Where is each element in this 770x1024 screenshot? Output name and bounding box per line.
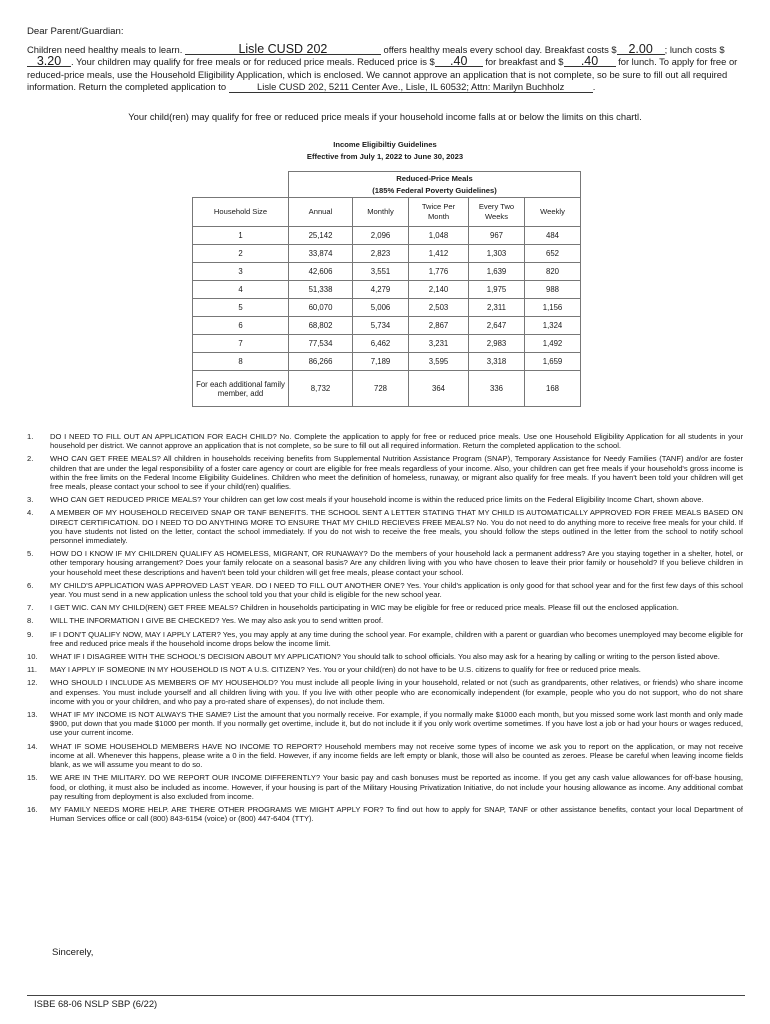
faq-number: 6. — [27, 580, 34, 590]
income-cell: 2,311 — [469, 299, 525, 317]
income-cell: 1,639 — [469, 263, 525, 281]
household-size-cell: 3 — [193, 263, 289, 281]
income-cell: 1,303 — [469, 245, 525, 263]
intro-text: Children need healthy meals to learn. — [27, 44, 183, 55]
faq-number: 14. — [27, 741, 38, 751]
faq-number: 2. — [27, 454, 34, 464]
income-cell: 652 — [525, 245, 581, 263]
faq-item — [27, 432, 743, 450]
income-cell: 2,823 — [353, 245, 409, 263]
intro-text: . Your children may qualify for free meals or for reduced price meals. Reduced price is $ — [71, 56, 435, 68]
income-cell: 988 — [525, 281, 581, 299]
income-cell: 77,534 — [289, 335, 353, 353]
district-name-field: Lisle CUSD 202 — [185, 44, 381, 55]
income-cell: 2,140 — [409, 281, 469, 299]
income-cell: 484 — [525, 227, 581, 245]
faq-number: 4. — [27, 508, 34, 518]
faq-number: 15. — [27, 773, 38, 783]
faq-item — [27, 603, 743, 612]
faq-number: 16. — [27, 804, 38, 814]
intro-text: for breakfast and $ — [485, 56, 564, 68]
income-cell: 5,734 — [353, 317, 409, 335]
income-cell: 4,279 — [353, 281, 409, 299]
faq-number: 10. — [27, 652, 38, 662]
income-cell: 1,659 — [525, 353, 581, 371]
group-header — [289, 172, 581, 198]
table-row — [193, 371, 581, 407]
household-size-cell: 2 — [193, 245, 289, 263]
income-cell: 2,983 — [469, 335, 525, 353]
household-size-cell: For each additional family member, add — [193, 371, 289, 407]
faq-number: 9. — [27, 629, 34, 639]
faq-text: HOW DO I KNOW IF MY CHILDREN QUALIFY AS HOMELESS, MIGRANT, OR RUNAWAY? Do the members of your household lack a permanent address? Are you staying together in a shelter, hotel, or other temporary housing arrangement? Does your family relocate on a seasonal basis? Are any children living with you who have chosen to leave their prior family or household? If you believe children in your household meet these descriptions and haven't been told your children will get free meals, please contact your school. — [50, 549, 743, 577]
column-header: Annual — [289, 198, 353, 227]
income-cell: 1,975 — [469, 281, 525, 299]
faq-number: 3. — [27, 495, 34, 505]
faq-number: 1. — [27, 432, 34, 441]
income-cell: 3,595 — [409, 353, 469, 371]
faq-text: WHO CAN GET FREE MEALS? All children in households receiving benefits from Supplemental Nutrition Assistance Program (SNAP), Temporary Assistance for Needy Families (TANF) and/or are foster children that are under the legal responsibility of a foster care agency or court are eligible for free meals regardless of your income. Also, your children can get free meals if your household's gross income is within the free limits on the Federal Income Eligibility Guidelines. Children who meet the definition of homeless, runaway, or migrant also qualify for free meals. If you haven't been told your children will get free meals, please contact your school to see if your child(ren) qualifies. — [50, 454, 743, 492]
faq-number: 7. — [27, 603, 34, 613]
return-address-field: Lisle CUSD 202, 5211 Center Ave., Lisle, IL 60532; Attn: Marilyn Buchholz — [229, 82, 593, 93]
column-header: Monthly — [353, 198, 409, 227]
income-cell: 820 — [525, 263, 581, 281]
column-header: Twice Per Month — [409, 198, 469, 227]
income-cell: 1,324 — [525, 317, 581, 335]
table-corner — [193, 172, 289, 198]
intro-text: . — [592, 81, 596, 93]
faq-item — [27, 742, 743, 770]
faq-text: MY CHILD'S APPLICATION WAS APPROVED LAST YEAR. DO I NEED TO FILL OUT ANOTHER ONE? Yes. Your child's application is only good for that school year and for the first few days of this school year. You must send in a new application unless the school told you that your child is eligible for the new school year. — [50, 580, 743, 600]
closing: Sincerely, — [52, 947, 94, 958]
salutation: Dear Parent/Guardian: — [27, 26, 124, 37]
faq-number: 8. — [27, 616, 34, 626]
income-cell: 336 — [469, 371, 525, 407]
faq-item — [27, 710, 743, 738]
faq-item — [27, 616, 743, 625]
income-cell: 8,732 — [289, 371, 353, 407]
income-cell: 86,266 — [289, 353, 353, 371]
group-header-title: Reduced-Price Meals — [396, 173, 473, 183]
income-cell: 51,338 — [289, 281, 353, 299]
faq-item — [27, 630, 743, 648]
income-cell: 364 — [409, 371, 469, 407]
faq-number: 11. — [27, 665, 37, 675]
income-cell: 5,006 — [353, 299, 409, 317]
table-row — [193, 317, 581, 335]
qualify-line: Your child(ren) may qualify for free or reduced price meals if your household income falls at or below the limits on this chartl. — [128, 111, 642, 122]
income-cell: 3,551 — [353, 263, 409, 281]
faq-item — [27, 581, 743, 599]
household-size-cell: 8 — [193, 353, 289, 371]
faq-number: 5. — [27, 549, 34, 559]
column-header: Every Two Weeks — [469, 198, 525, 227]
faq-text: WE ARE IN THE MILITARY. DO WE REPORT OUR INCOME DIFFERENTLY? Your basic pay and cash bonuses must be reported as income. If you get any cash value allowances for off-base housing, food, or clothing, it must also be included as income. However, if your housing is part of the Military Housing Privatization Initiative, do not include your housing allowance as income. Any additional combat pay resulting from deployment is also excluded from income. — [50, 773, 743, 801]
faq-number: 13. — [27, 710, 38, 720]
faq-text: A MEMBER OF MY HOUSEHOLD RECEIVED SNAP OR TANF BENEFITS. THE SCHOOL SENT A LETTER STATING THAT MY CHILD IS AUTOMATICALLY APPROVED FOR FREE MEALS BASED ON DIRECT CERTIFICATION. DO I NEED TO DO ANYTHING MORE TO ENSURE THAT MY CHILD RECIEVES FREE MEALS? No. You do not need to do anything more to receive free meals for your child. If you have students not listed on the letter, contact the school immediately. If you do not wish to receive the free meals, you should follow the steps outlined in the letter from the school to notify school personnel immediately. — [50, 508, 743, 546]
household-size-cell: 7 — [193, 335, 289, 353]
faq-text: I GET WIC. CAN MY CHILD(REN) GET FREE MEALS? Children in households participating in WIC may be eligible for free or reduced price meals. Please fill out the enclosed application. — [50, 603, 679, 613]
reduced-breakfast-field: .40 — [435, 56, 483, 67]
income-cell: 7,189 — [353, 353, 409, 371]
table-body — [193, 227, 581, 407]
table-row — [193, 245, 581, 263]
column-header-row — [193, 198, 581, 227]
faq-text: WILL THE INFORMATION I GIVE BE CHECKED? Yes. We may also ask you to send written proof. — [50, 616, 384, 626]
intro-paragraph — [27, 44, 745, 94]
faq-text: WHO SHOULD I INCLUDE AS MEMBERS OF MY HOUSEHOLD? You must include all people living in your household, related or not (such as grandparents, other relatives, or friends) who share income and expenses. You must include yourself and all children living with you. If you live with other people who are economically independent (for example, people who you do not support, who do not share income with you or your children, and who pay a pro-rated share of expenses), do not include them. — [50, 678, 743, 706]
income-cell: 3,231 — [409, 335, 469, 353]
income-cell: 1,776 — [409, 263, 469, 281]
faq-text: IF I DON'T QUALIFY NOW, MAY I APPLY LATER? Yes, you may apply at any time during the school year. For example, children with a parent or guardian who becomes unemployed may become eligible for free and reduced price meals if the household income drops below the income limit. — [50, 629, 743, 648]
footer-divider — [27, 995, 745, 996]
income-cell: 68,802 — [289, 317, 353, 335]
lunch-cost-field: 3.20 — [27, 56, 71, 67]
column-header: Household Size — [193, 198, 289, 227]
income-cell: 3,318 — [469, 353, 525, 371]
faq-item — [27, 678, 743, 706]
breakfast-cost-field: 2.00 — [617, 44, 665, 55]
intro-text: for lunch. To apply for free or reduced-price meals, use the Household Eligibility Application, which is enclosed. We cannot approve an application that is not complete, so be sure to fill out all required information. Return the completed application to — [27, 56, 738, 93]
faq-item — [27, 805, 743, 823]
faq-item — [27, 773, 743, 801]
table-row — [193, 335, 581, 353]
income-cell: 2,096 — [353, 227, 409, 245]
table-title-block — [0, 139, 770, 163]
income-cell: 2,867 — [409, 317, 469, 335]
faq-text: WHAT IF MY INCOME IS NOT ALWAYS THE SAME? List the amount that you normally receive. For example, if you normally make $1000 each month, but you missed some work last month and only made $900, put down that you made $1000 per month. If you normally get overtime, include it, but do not include it if you only work overtime sometimes. If you have lost a job or had your hours or wages reduced, use your current income. — [50, 710, 743, 738]
income-cell: 2,503 — [409, 299, 469, 317]
income-cell: 42,606 — [289, 263, 353, 281]
faq-text: WHAT IF SOME HOUSEHOLD MEMBERS HAVE NO INCOME TO REPORT? Household members may not receive some types of income we ask you to report on the application, or may not receive income at all. Whenever this happens, please write a 0 in the field. However, if any income fields are left empty or blank, those will also be counted as zeroes. Please be careful when leaving income fields blank, as we will assume you meant to do so. — [50, 741, 743, 770]
faq-text: DO I NEED TO FILL OUT AN APPLICATION FOR EACH CHILD? No. Complete the application to apply for free or reduced price meals. Use one Household Eligibility Application for all students in your household per district. We cannot approve an application that is not complete, so be sure to fill out all required information. Return the completed application to the school. — [50, 432, 743, 451]
faq-item — [27, 665, 743, 674]
intro-text: ; lunch costs $ — [664, 44, 725, 55]
table-row — [193, 263, 581, 281]
household-size-cell: 1 — [193, 227, 289, 245]
faq-text: WHO CAN GET REDUCED PRICE MEALS? Your children can get low cost meals if your household income is within the reduced price limits on the Federal Eligibility Income Chart, shown above. — [50, 495, 704, 505]
income-cell: 33,874 — [289, 245, 353, 263]
reduced-lunch-field: .40 — [564, 56, 616, 67]
income-cell: 1,412 — [409, 245, 469, 263]
income-cell: 1,048 — [409, 227, 469, 245]
table-row — [193, 227, 581, 245]
income-cell: 168 — [525, 371, 581, 407]
household-size-cell: 6 — [193, 317, 289, 335]
faq-text: MY FAMILY NEEDS MORE HELP. ARE THERE OTHER PROGRAMS WE MIGHT APPLY FOR? To find out how to apply for SNAP, TANF or other assistance benefits, contact your local Department of Human Services office or call (800) 843-6154 (voice) or (800) 447-6404 (TTY). — [50, 804, 743, 824]
faq-list — [27, 432, 743, 823]
intro-text: offers healthy meals every school day. Breakfast costs $ — [383, 44, 617, 55]
group-header-subtitle: (185% Federal Poverty Guidelines) — [372, 185, 497, 195]
form-id-footer: ISBE 68-06 NSLP SBP (6/22) — [34, 998, 158, 1009]
income-cell: 967 — [469, 227, 525, 245]
income-cell: 6,462 — [353, 335, 409, 353]
faq-item — [27, 549, 743, 577]
income-cell: 1,156 — [525, 299, 581, 317]
income-cell: 25,142 — [289, 227, 353, 245]
table-row — [193, 281, 581, 299]
faq-item — [27, 508, 743, 545]
faq-number: 12. — [27, 678, 38, 688]
faq-text: WHAT IF I DISAGREE WITH THE SCHOOL'S DECISION ABOUT MY APPLICATION? You should talk to school officials. You also may ask for a hearing by calling or writing to the person listed above. — [50, 652, 720, 662]
income-cell: 728 — [353, 371, 409, 407]
table-subtitle: Effective from July 1, 2022 to June 30, 2023 — [306, 152, 464, 161]
faq-item — [27, 652, 743, 661]
income-cell: 2,647 — [469, 317, 525, 335]
column-header: Weekly — [525, 198, 581, 227]
table-row — [193, 299, 581, 317]
income-cell: 1,492 — [525, 335, 581, 353]
faq-text: MAY I APPLY IF SOMEONE IN MY HOUSEHOLD IS NOT A U.S. CITIZEN? Yes. You or your child(ren) do not have to be U.S. citizens to qualify for free or reduced price meals. — [50, 665, 641, 675]
household-size-cell: 4 — [193, 281, 289, 299]
household-size-cell: 5 — [193, 299, 289, 317]
income-eligibility-table — [192, 171, 581, 407]
income-cell: 60,070 — [289, 299, 353, 317]
table-row — [193, 353, 581, 371]
faq-item — [27, 454, 743, 491]
table-title: Income Eligibiltiy Guidelines — [333, 140, 437, 149]
faq-item — [27, 495, 743, 504]
